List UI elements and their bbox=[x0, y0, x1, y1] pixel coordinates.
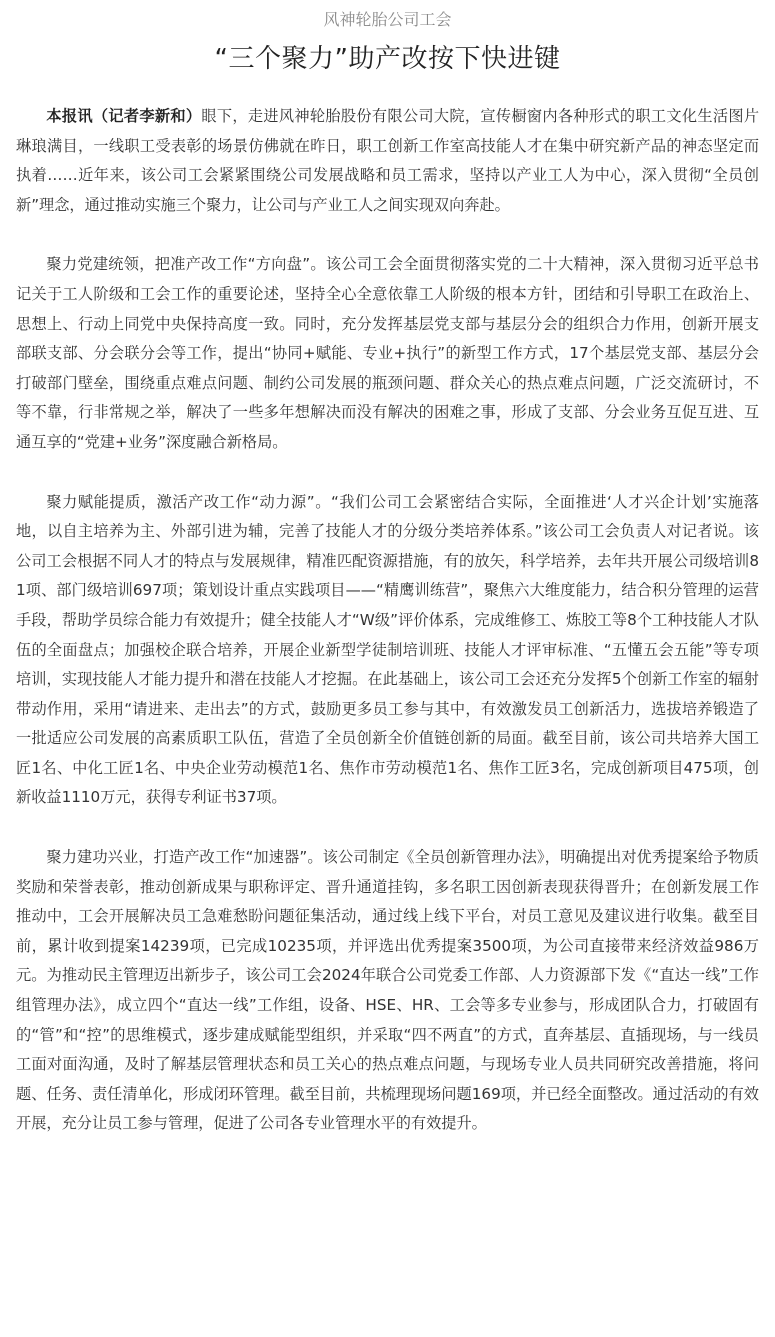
article-body bbox=[16, 102, 759, 1139]
paragraph-text: 聚力赋能提质，激活产改工作“动力源”。“我们公司工会紧密结合实际，全面推进‘人才兴企计划’实施落地，以自主培养为主、外部引进为辅，完善了技能人才的分级分类培养体系。”该公司工会负责人对记者说。该公司工会根据不同人才的特点与发展规律，精准匹配资源措施，有的放矢，科学培养，去年共开展公司级培训81项、部门级培训697项；策划设计重点实践项目——“精鹰训练营”，聚焦六大维度能力，结合积分管理的运营手段，帮助学员综合能力有效提升；健全技能人才“W级”评价体系，完成维修工、炼胶工等8个工种技能人才队伍的全面盘点；加强校企联合培养，开展企业新型学徒制培训班、技能人才评审标准、“五懂五会五能”等专项培训，实现技能人才能力提升和潜在技能人才挖掘。在此基础上，该公司工会还充分发挥5个创新工作室的辐射带动作用，采用“请进来、走出去”的方式，鼓励更多员工参与其中，有效激发员工创新活力，选拔培养锻造了一批适应公司发展的高素质职工队伍，营造了全员创新全价值链创新的局面。截至目前，该公司共培养大国工匠1名、中化工匠1名、中央企业劳动模范1名、焦作市劳动模范1名、焦作工匠3名，完成创新项目475项，创新收益1110万元，获得专利证书37项。 bbox=[16, 492, 759, 807]
paragraph-intro bbox=[16, 102, 759, 220]
paragraph-accelerator bbox=[16, 843, 759, 1139]
byline: 本报讯（记者李新和） bbox=[46, 107, 202, 125]
paragraph-empowerment bbox=[16, 488, 759, 814]
article-source: 风神轮胎公司工会 bbox=[323, 10, 452, 29]
article-headline: “三个聚力”助产改按下快进键 bbox=[214, 44, 561, 74]
paragraph-text: 聚力党建统领，把准产改工作“方向盘”。该公司工会全面贯彻落实党的二十大精神，深入贯彻习近平总书记关于工人阶级和工会工作的重要论述，坚持全心全意依靠工人阶级的根本方针，团结和引导职工在政治上、思想上、行动上同党中央保持高度一致。同时，充分发挥基层党支部与基层分会的组织合力作用，创新开展支部联支部、分会联分会等工作，提出“协同+赋能、专业+执行”的新型工作方式，17个基层党支部、基层分会打破部门壁垒，围绕重点难点问题、制约公司发展的瓶颈问题、群众关心的热点难点问题，广泛交流研讨，不等不靠，行非常规之举，解决了一些多年想解决而没有解决的困难之事，形成了支部、分会业务互促互进、互通互享的“党建+业务”深度融合新格局。 bbox=[16, 255, 759, 451]
paragraph-text: 眼下，走进风神轮胎股份有限公司大院，宣传橱窗内各种形式的职工文化生活图片琳琅满目，一线职工受表彰的场景仿佛就在昨日，职工创新工作室高技能人才在集中研究新产品的神态坚定而执着……近年来，该公司工会紧紧围绕公司发展战略和员工需求，坚持以产业工人为中心，深入贯彻“全员创新”理念，通过推动实施三个聚力，让公司与产业工人之间实现双向奔赴。 bbox=[16, 107, 760, 214]
paragraph-text: 聚力建功兴业，打造产改工作“加速器”。该公司制定《全员创新管理办法》，明确提出对优秀提案给予物质奖励和荣誉表彰，推动创新成果与职称评定、晋升通道挂钩，多名职工因创新表现获得晋升；在创新发展工作推动中，工会开展解决员工急难愁盼问题征集活动，通过线上线下平台，对员工意见及建议进行收集。截至目前，累计收到提案14239项，已完成10235项，并评选出优秀提案3500项，为公司直接带来经济效益986万元。为推动民主管理迈出新步子，该公司工会2024年联合公司党委工作部、人力资源部下发《“直达一线”工作组管理办法》，成立四个“直达一线”工作组，设备、HSE、HR、工会等多专业参与，形成团队合力，打破固有的“管”和“控”的思维模式，逐步建成赋能型组织，并采取“四不两直”的方式，直奔基层、直插现场，与一线员工面对面沟通，及时了解基层管理状态和员工关心的热点难点问题，与现场专业人员共同研究改善措施，将问题、任务、责任清单化，形成闭环管理。截至目前，共梳理现场问题169项，并已经全面整改。通过活动的有效开展，充分让员工参与管理，促进了公司各专业管理水平的有效提升。 bbox=[16, 848, 759, 1133]
paragraph-party-building bbox=[16, 250, 759, 457]
